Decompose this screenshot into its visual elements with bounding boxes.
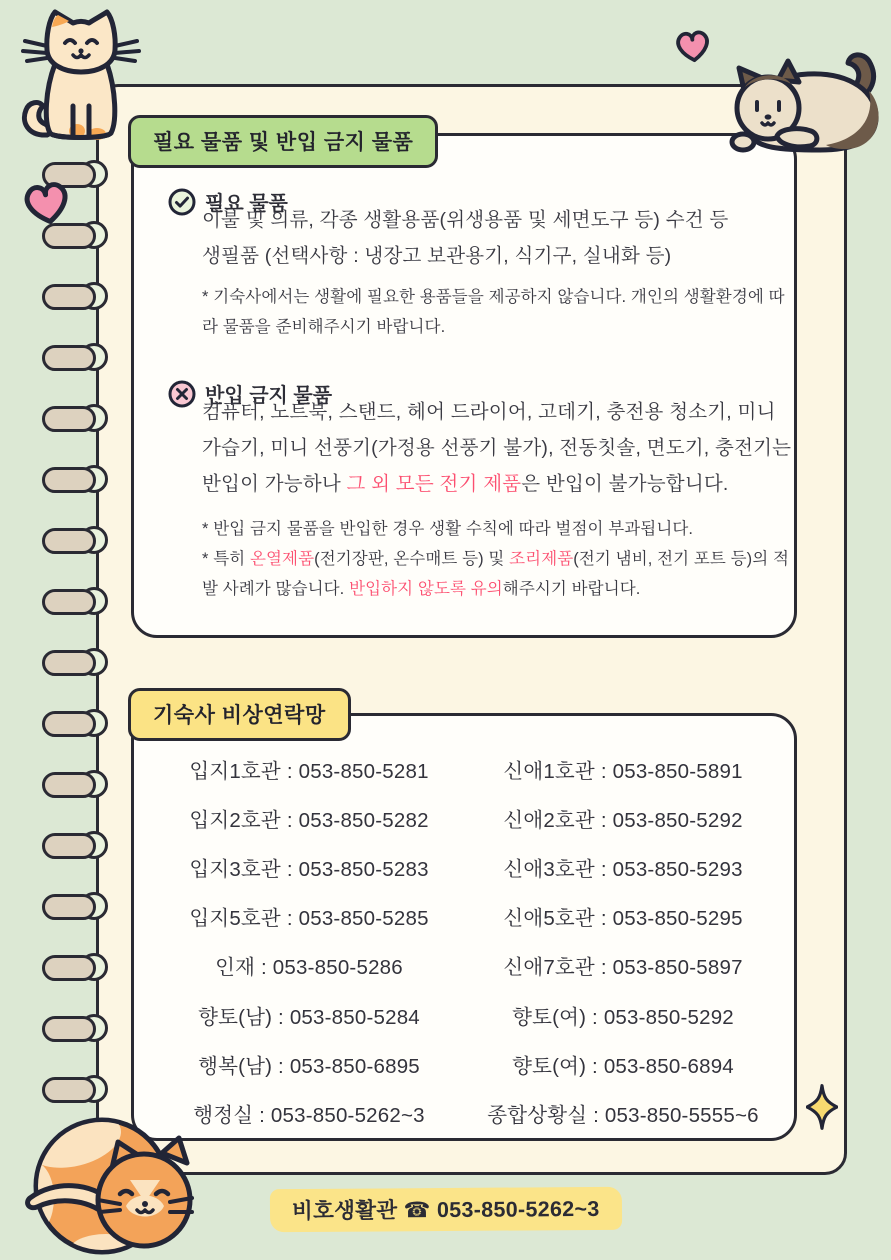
contact-cell: 행정실 : 053-850-5262~3 bbox=[193, 1103, 425, 1127]
curled-sleeping-cat-icon bbox=[14, 1114, 206, 1260]
contacts-section-badge: 기숙사 비상연락망 bbox=[128, 688, 351, 741]
footer bbox=[0, 1188, 891, 1231]
binder-ring bbox=[42, 951, 122, 985]
binder-ring bbox=[42, 524, 122, 558]
contact-cell: 종합상황실 : 053-850-5555~6 bbox=[487, 1103, 759, 1127]
binder-ring bbox=[42, 280, 122, 314]
items-section-badge: 필요 물품 및 반입 금지 물품 bbox=[128, 115, 438, 168]
banned-items-body bbox=[202, 394, 796, 502]
binder-ring bbox=[42, 463, 122, 497]
banned-body-text: 컴퓨터, 노트북, 스탠드, 헤어 드라이어, 고데기, 충전용 청소기, 미니 가습기, 미니 선풍기(가정용 선풍기 불가), 전동칫솔, 면도기, 충전기는 반입이 가능하나 bbox=[202, 401, 792, 495]
contact-cell: 입지1호관 : 053-850-5281 bbox=[189, 759, 429, 783]
needed-items-note: * 기숙사에서는 생활에 필요한 용품들을 제공하지 않습니다. 개인의 생활환경에 따라 물품을 준비해주시기 바랍니다. bbox=[202, 288, 785, 336]
needed-items-line2: 생필품 (선택사항 : 냉장고 보관용기, 식기구, 실내화 등) bbox=[202, 245, 672, 267]
contact-cell: 인재 : 053-850-5286 bbox=[215, 956, 403, 980]
binder-ring bbox=[42, 341, 122, 375]
heart-icon bbox=[672, 26, 714, 66]
contact-cell: 신애7호관 : 053-850-5897 bbox=[503, 956, 743, 980]
needed-items-line1: 이불 및 의류, 각종 생활용품(위생용품 및 세면도구 등) 수건 등 bbox=[202, 209, 729, 231]
banned-body-emphasis: 그 외 모든 전기 제품 bbox=[346, 473, 522, 495]
contact-cell: 입지3호관 : 053-850-5283 bbox=[189, 857, 429, 881]
binder-ring bbox=[42, 707, 122, 741]
contact-cell: 신애1호관 : 053-850-5891 bbox=[503, 759, 743, 783]
binder-ring bbox=[42, 585, 122, 619]
contact-cell: 입지2호관 : 053-850-5282 bbox=[189, 808, 429, 832]
banned-items-title: 반입 금지 물품 bbox=[205, 385, 333, 407]
contact-cell: 신애2호관 : 053-850-5292 bbox=[503, 808, 743, 832]
contact-cell: 향토(여) : 053-850-5292 bbox=[512, 1005, 734, 1029]
heat-products-emphasis: 온열제품 bbox=[249, 550, 315, 568]
binder-ring bbox=[42, 646, 122, 680]
contact-grid bbox=[152, 744, 780, 1138]
binder-ring bbox=[42, 768, 122, 802]
binder-ring bbox=[42, 1073, 122, 1107]
contact-cell: 신애3호관 : 053-850-5293 bbox=[503, 857, 743, 881]
contacts-card bbox=[131, 713, 797, 1141]
contact-cell: 신애5호관 : 053-850-5295 bbox=[503, 907, 743, 931]
lying-siamese-cat-icon bbox=[714, 40, 891, 160]
sitting-cat-icon bbox=[18, 6, 144, 146]
needed-items-title: 필요 물품 bbox=[205, 193, 288, 215]
contact-cell: 향토(여) : 053-850-6894 bbox=[512, 1054, 734, 1078]
contact-cell: 향토(남) : 053-850-5284 bbox=[198, 1005, 420, 1029]
binder-ring bbox=[42, 402, 122, 436]
contact-cell: 행복(남) : 053-850-6895 bbox=[198, 1054, 420, 1078]
binder-ring bbox=[42, 829, 122, 863]
binder-ring bbox=[42, 890, 122, 924]
check-circle-icon bbox=[168, 188, 196, 216]
banned-items-note2: * 특히 온열제품(전기장판, 온수매트 등) 및 조리제품(전기 냄비, 전기 포트 등)의 적발 사례가 많습니다. 반입하지 않도록 유의해주시기 바랍니다. bbox=[202, 550, 790, 598]
binder-ring bbox=[42, 1012, 122, 1046]
heart-icon bbox=[18, 176, 75, 230]
footer-contact: 비호생활관 ☎ 053-850-5262~3 bbox=[270, 1187, 622, 1232]
x-circle-icon bbox=[168, 380, 196, 408]
items-card bbox=[131, 133, 797, 638]
warning-emphasis: 반입하지 않도록 유의 bbox=[349, 580, 503, 598]
cooking-products-emphasis: 조리제품 bbox=[509, 550, 574, 568]
banned-body-text-end: 은 반입이 불가능합니다. bbox=[521, 473, 729, 495]
contact-cell: 입지5호관 : 053-850-5285 bbox=[189, 907, 429, 931]
banned-items-note1: * 반입 금지 물품을 반입한 경우 생활 수칙에 따라 벌점이 부과됩니다. bbox=[202, 520, 694, 538]
sparkle-icon bbox=[806, 1084, 838, 1130]
